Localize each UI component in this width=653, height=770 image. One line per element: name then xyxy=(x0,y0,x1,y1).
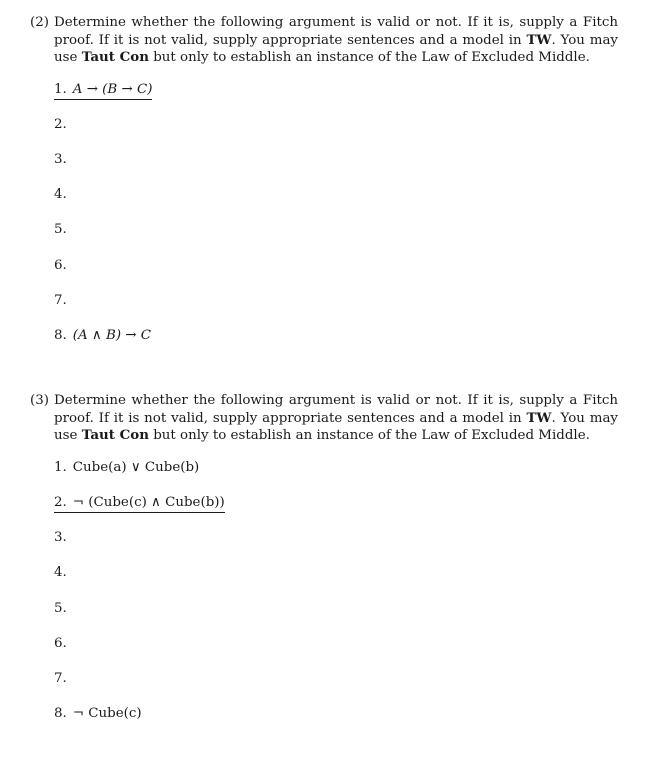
instruction-text: Determine whether the following argument is valid or not. If it is, supply a Fitch proof. If it is not valid, supply appropriate sentences and a model in xyxy=(54,15,618,48)
taut-con-bold: Taut Con xyxy=(81,49,149,66)
proof-line-6 xyxy=(54,635,73,652)
line-number: 1. xyxy=(54,81,67,97)
line-number: 5. xyxy=(54,600,67,616)
instruction-text: . You may use xyxy=(54,410,618,444)
problem-3-number: (3) xyxy=(30,393,49,408)
instruction-text: . You may use xyxy=(54,32,618,66)
line-number: 8. xyxy=(54,705,67,721)
line-number: 2. xyxy=(54,116,67,132)
proof-line-5 xyxy=(54,600,73,617)
line-number: 7. xyxy=(54,292,67,308)
proof-line-1 xyxy=(54,81,152,98)
proof-line-4 xyxy=(54,186,73,203)
line-number: 3. xyxy=(54,151,67,167)
proof-line-8 xyxy=(54,705,142,722)
taut-con-bold: Taut Con xyxy=(81,427,149,444)
problem-2-instructions xyxy=(30,15,618,67)
proof-line-5 xyxy=(54,221,73,238)
instruction-text: Determine whether the following argument is valid or not. If it is, supply a Fitch proof. If it is not valid, supply appropriate sentences and a model in xyxy=(54,393,618,426)
conclusion-formula: (A ∧ B) → C xyxy=(72,327,152,343)
problem-3-instructions xyxy=(30,393,618,445)
problem-2 xyxy=(30,15,618,343)
tw-bold: TW xyxy=(526,31,552,48)
premise-formula: A → (B → C) xyxy=(72,81,153,97)
line-number: 4. xyxy=(54,564,67,580)
line-number: 7. xyxy=(54,670,67,686)
proof-line-6 xyxy=(54,257,73,274)
tw-bold: TW xyxy=(526,409,552,426)
instruction-text: but only to establish an instance of the Law of Excluded Middle. xyxy=(148,428,590,444)
line-number: 8. xyxy=(54,327,67,343)
premise-formula: Cube(a) ∨ Cube(b) xyxy=(72,459,200,475)
line-number: 5. xyxy=(54,221,67,237)
proof-line-3 xyxy=(54,529,73,546)
line-number: 2. xyxy=(54,494,67,510)
line-number: 3. xyxy=(54,529,67,545)
premise-underline xyxy=(54,82,152,100)
problem-3 xyxy=(30,393,618,721)
line-number: 4. xyxy=(54,186,67,202)
premise-underline xyxy=(54,495,225,513)
proof-line-8 xyxy=(54,327,151,344)
line-number: 1. xyxy=(54,459,67,475)
proof-line-1 xyxy=(54,459,199,476)
proof-line-3 xyxy=(54,151,73,168)
line-number: 6. xyxy=(54,635,67,651)
problem-2-number: (2) xyxy=(30,15,49,30)
instruction-text: but only to establish an instance of the Law of Excluded Middle. xyxy=(148,50,590,66)
proof-line-2 xyxy=(54,494,225,511)
proof-line-2 xyxy=(54,116,73,133)
proof-line-7 xyxy=(54,292,73,309)
line-number: 6. xyxy=(54,257,67,273)
proof-line-7 xyxy=(54,670,73,687)
conclusion-formula: ¬ Cube(c) xyxy=(72,705,142,721)
proof-line-4 xyxy=(54,564,73,581)
premise-formula: ¬ (Cube(c) ∧ Cube(b)) xyxy=(72,494,225,510)
